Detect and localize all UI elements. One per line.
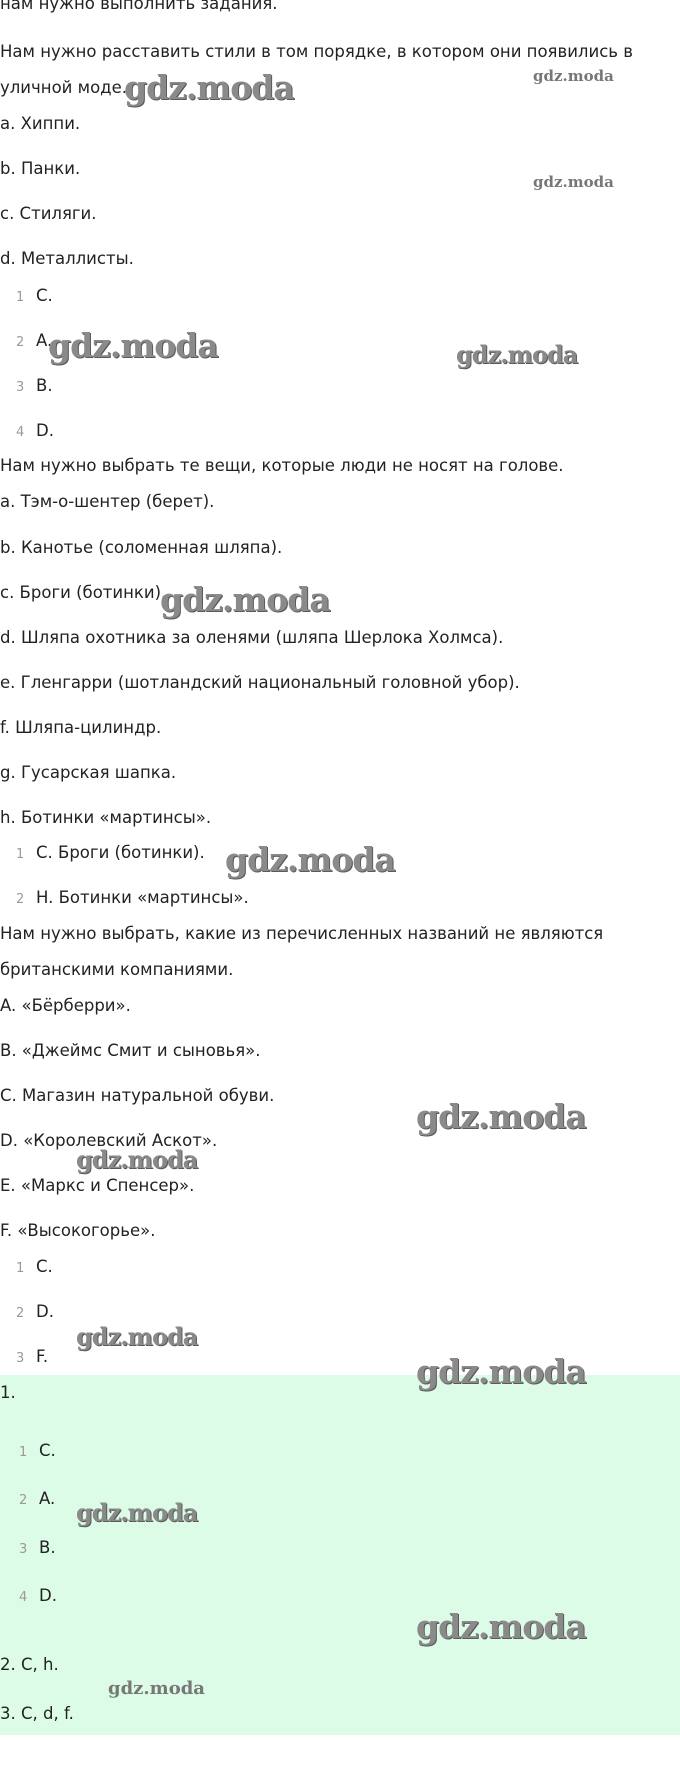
list-value: A. [36, 331, 53, 350]
task2-list-item [16, 888, 249, 910]
task3-option: C. Магазин натуральной обуви. [0, 1086, 275, 1105]
list-value: C. [36, 286, 53, 305]
answer-list-item [19, 1538, 56, 1560]
watermark: gdz.moda [456, 340, 578, 369]
list-number: 1 [19, 1445, 28, 1460]
task2-option: f. Шляпа-цилиндр. [0, 718, 162, 737]
task1-list-item [16, 421, 54, 443]
answer-list-item [19, 1489, 55, 1511]
list-number: 4 [19, 1590, 28, 1605]
task2-option: g. Гусарская шапка. [0, 763, 177, 782]
task3-list-item [16, 1347, 48, 1369]
task1-list-item [16, 286, 53, 308]
task3-text-line2: британскими компаниями. [0, 960, 234, 979]
answer-list-item [19, 1586, 57, 1608]
task1-list-item [16, 331, 52, 353]
list-number: 1 [16, 290, 25, 305]
list-value: D. [39, 1586, 57, 1605]
list-number: 4 [16, 425, 25, 440]
task2-option: a. Тэм-о-шентер (берет). [0, 492, 215, 511]
task2-option: e. Гленгарри (шотландский национальный головной убор). [0, 673, 520, 692]
task1-text-line1: Нам нужно расставить стили в том порядке, в котором они появились в [0, 42, 633, 61]
answer-line-3: 3. C, d, f. [0, 1704, 74, 1723]
watermark: gdz.moda [76, 1145, 198, 1174]
task3-list-item [16, 1257, 53, 1279]
watermark: gdz.moda [416, 1352, 586, 1391]
list-number: 3 [16, 380, 25, 395]
list-value: F. [36, 1347, 49, 1366]
list-value: H. Ботинки «мартинсы». [36, 888, 249, 907]
list-value: D. [36, 1302, 54, 1321]
watermark: gdz.moda [416, 1097, 586, 1136]
list-number: 2 [19, 1493, 28, 1508]
list-value: C. [36, 1257, 53, 1276]
list-value: C. Броги (ботинки). [36, 843, 205, 862]
watermark: gdz.moda [533, 173, 614, 191]
list-number: 2 [16, 1306, 25, 1321]
list-number: 1 [16, 1261, 25, 1276]
task3-option: D. «Королевский Аскот». [0, 1131, 218, 1150]
answer-label-1: 1. [0, 1383, 16, 1402]
task3-option: E. «Маркс и Спенсер». [0, 1176, 195, 1195]
watermark: gdz.moda [124, 68, 294, 107]
watermark: gdz.moda [160, 580, 330, 619]
watermark: gdz.moda [416, 1607, 586, 1646]
task2-option: c. Броги (ботинки). [0, 583, 167, 602]
task2-option: b. Канотье (соломенная шляпа). [0, 538, 283, 557]
task3-option: A. «Бёрберри». [0, 996, 131, 1015]
intro-text: нам нужно выполнить задания. [0, 0, 278, 13]
answer-box [0, 1375, 680, 1735]
task3-option: F. «Высокогорье». [0, 1221, 156, 1240]
task2-text: Нам нужно выбрать те вещи, которые люди не носят на голове. [0, 456, 564, 475]
list-number: 3 [19, 1542, 28, 1557]
list-value: C. [39, 1441, 56, 1460]
list-value: B. [36, 376, 53, 395]
task2-option: h. Ботинки «мартинсы». [0, 808, 212, 827]
watermark: gdz.moda [533, 67, 614, 85]
list-number: 2 [16, 335, 25, 350]
watermark: gdz.moda [76, 1322, 198, 1351]
answer-line-2: 2. C, h. [0, 1655, 59, 1674]
task1-text-line2: уличной моде. [0, 78, 127, 97]
task1-list-item [16, 376, 53, 398]
task3-list-item [16, 1302, 54, 1324]
watermark: gdz.moda [48, 326, 218, 365]
task2-option: d. Шляпа охотника за оленями (шляпа Шерлока Холмса). [0, 628, 504, 647]
answer-list-item [19, 1441, 56, 1463]
list-number: 3 [16, 1351, 25, 1366]
list-value: A. [39, 1489, 56, 1508]
task2-list-item [16, 843, 205, 865]
task3-text-line1: Нам нужно выбрать, какие из перечисленных названий не являются [0, 924, 604, 943]
list-value: B. [39, 1538, 56, 1557]
list-number: 2 [16, 892, 25, 907]
task1-option: d. Металлисты. [0, 249, 134, 268]
list-number: 1 [16, 847, 25, 862]
watermark: gdz.moda [225, 840, 395, 879]
task1-option: a. Хиппи. [0, 114, 81, 133]
task3-option: B. «Джеймс Смит и сыновья». [0, 1041, 261, 1060]
watermark: gdz.moda [76, 1498, 198, 1527]
task1-option: b. Панки. [0, 159, 81, 178]
list-value: D. [36, 421, 54, 440]
watermark: gdz.moda [108, 1678, 205, 1699]
task1-option: c. Стиляги. [0, 204, 97, 223]
